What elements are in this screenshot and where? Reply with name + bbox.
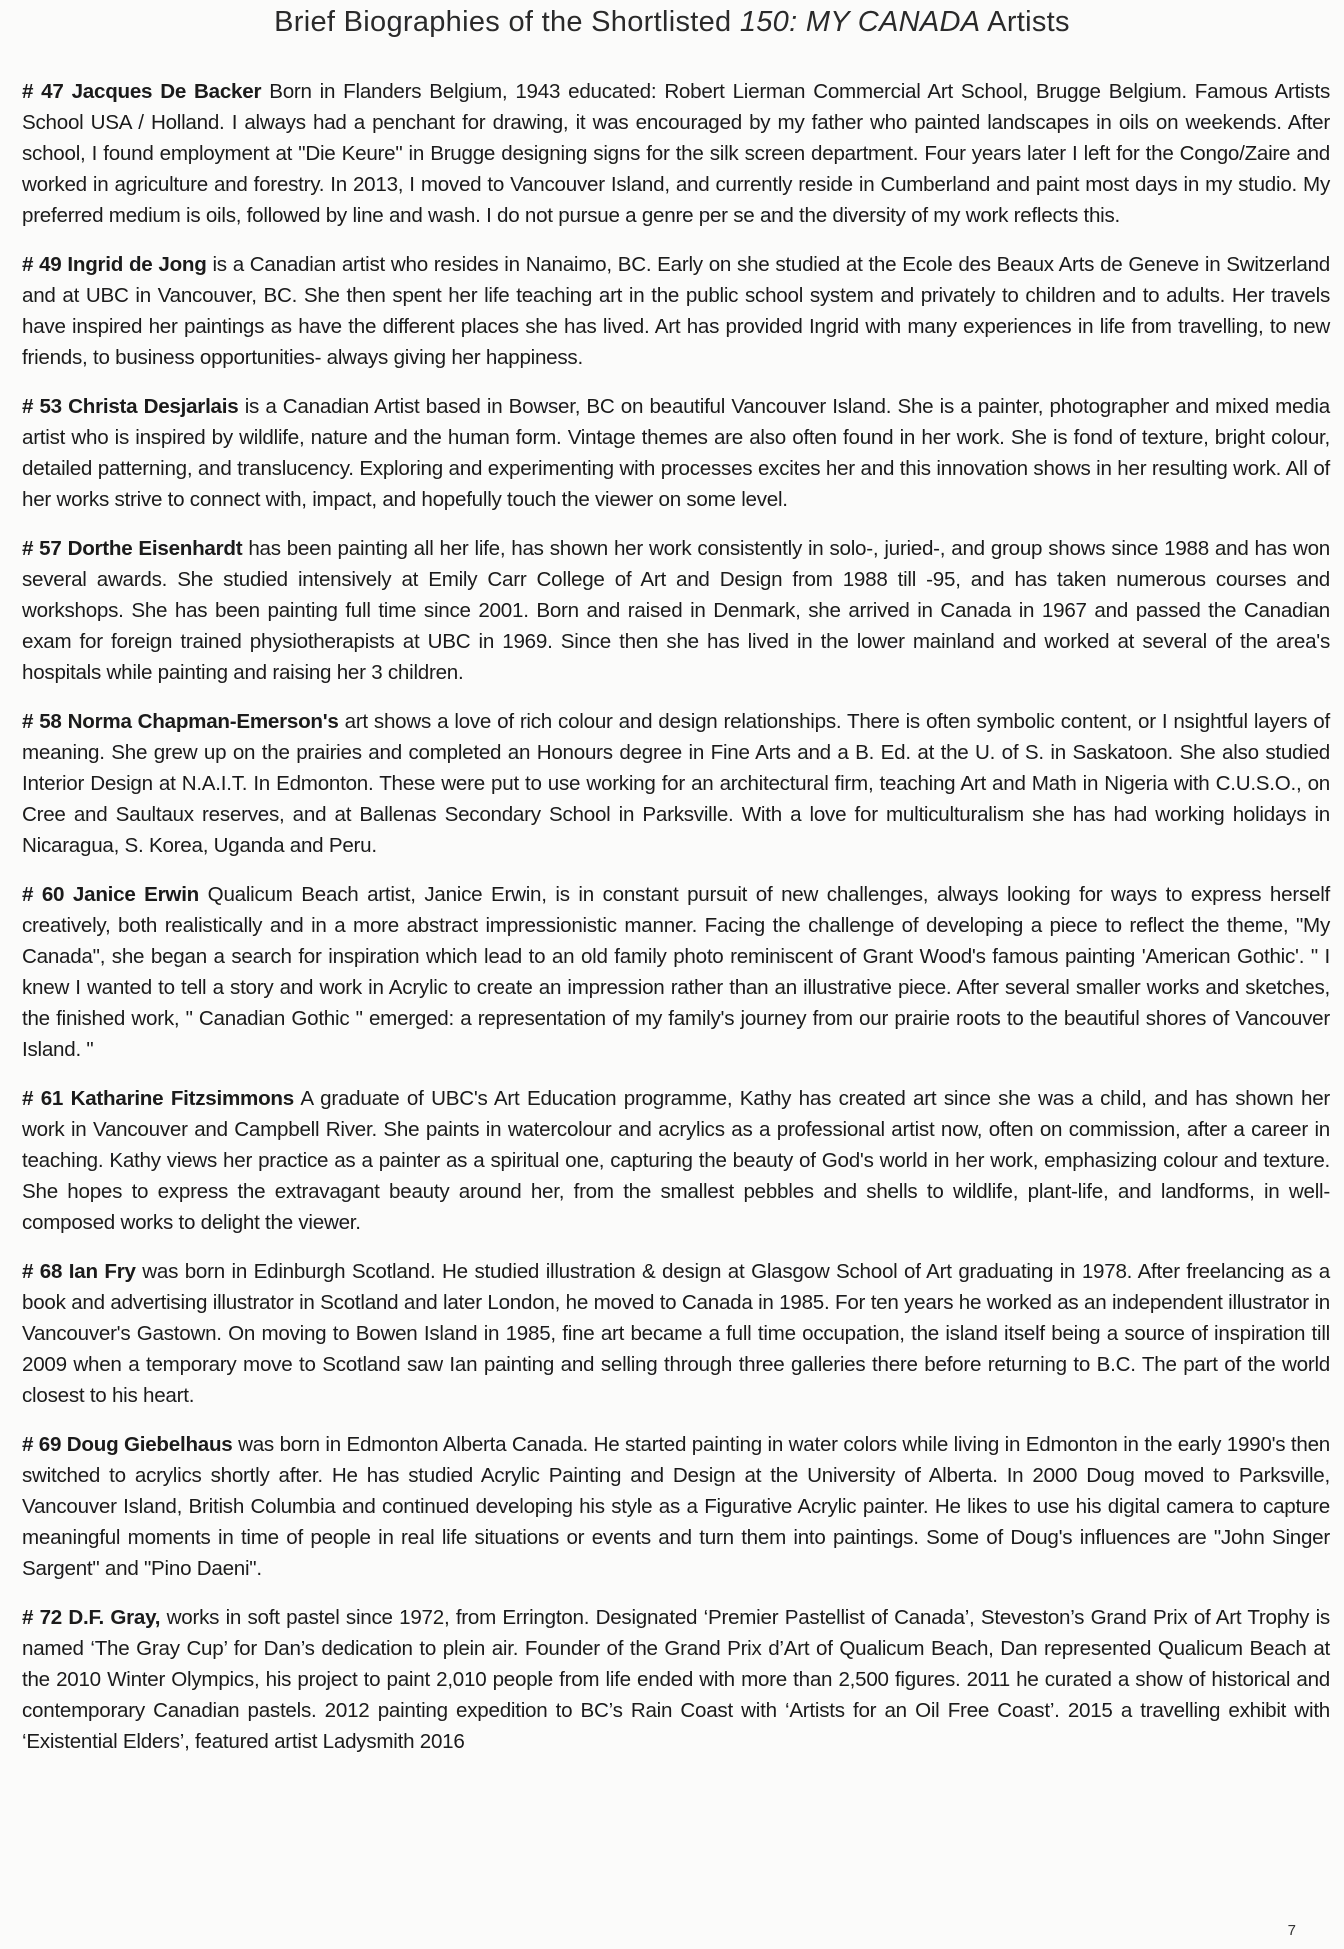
title-prefix: Brief Biographies of the Shortlisted: [274, 6, 740, 38]
bio-entry: [22, 1429, 1330, 1584]
bio-number: # 49: [22, 253, 62, 276]
bio-number: # 68: [22, 1260, 63, 1283]
bio-number: # 60: [22, 883, 65, 906]
bio-number: # 61: [22, 1087, 64, 1110]
bio-text: art shows a love of rich colour and design relationships. There is often symbolic content, or I nsightful layers of meaning. She grew up on the prairies and completed an Honours degree in Fine Arts and a B. Ed. at the U. of S. in Saskatoon. She also studied Interior Design at N.A.I.T. In Edmonton. These were put to use working for an architectural firm, teaching Art and Math in Nigeria with C.U.S.O., on Cree and Saultaux reserves, and at Ballenas Secondary School in Parksville. With a love for multiculturalism she has had working holidays in Nicaragua, S. Korea, Uganda and Peru.: [22, 710, 1330, 857]
bio-artist-name: Ian Fry: [68, 1260, 136, 1283]
bio-number: # 69: [22, 1433, 62, 1456]
bio-text: was born in Edmonton Alberta Canada. He started painting in water colors while living in Edmonton in the early 1990's then switched to acrylics shortly after. He has studied Acrylic Painting and Design at the University of Alberta. In 2000 Doug moved to Parksville, Vancouver Island, British Columbia and continued developing his style as a Figurative Acrylic painter. He likes to use his digital camera to capture meaningful moments in time of people in real life situations or events and turn them into paintings. Some of Doug's influences are "John Singer Sargent" and "Pino Daeni".: [22, 1433, 1330, 1580]
bio-entry: [22, 879, 1330, 1065]
bio-entry: [22, 533, 1330, 688]
bio-artist-name: Christa Desjarlais: [68, 395, 239, 418]
bio-entry: [22, 1256, 1330, 1411]
bio-number: # 47: [22, 80, 64, 103]
biography-list: [22, 76, 1330, 1775]
bio-artist-name: Jacques De Backer: [71, 80, 262, 103]
bio-text: has been painting all her life, has shown her work consistently in solo-, juried-, and group shows since 1988 and has won several awards. She studied intensively at Emily Carr College of Art and Design from 1988 till -95, and has taken numerous courses and workshops. She has been painting full time since 2001. Born and raised in Denmark, she arrived in Canada in 1967 and passed the Canadian exam for foreign trained physiotherapists at UBC in 1969. Since then she has lived in the lower mainland and worked at several of the area's hospitals while painting and raising her 3 children.: [22, 537, 1330, 684]
bio-entry: [22, 1083, 1330, 1238]
bio-artist-name: D.F. Gray,: [68, 1606, 161, 1629]
bio-entry: [22, 76, 1330, 231]
bio-entry: [22, 706, 1330, 861]
bio-text: A graduate of UBC's Art Education programme, Kathy has created art since she was a child, and has shown her work in Vancouver and Campbell River. She paints in watercolour and acrylics as a professional artist now, often on commission, after a career in teaching. Kathy views her practice as a painter as a spiritual one, capturing the beauty of God's world in her work, emphasizing colour and texture. She hopes to express the extravagant beauty around her, from the smallest pebbles and shells to wildlife, plant-life, and landforms, in well-composed works to delight the viewer.: [22, 1087, 1330, 1234]
bio-text: is a Canadian Artist based in Bowser, BC on beautiful Vancouver Island. She is a painter, photographer and mixed media artist who is inspired by wildlife, nature and the human form. Vintage themes are also often found in her work. She is fond of texture, bright colour, detailed patterning, and translucency. Exploring and experimenting with processes excites her and this innovation shows in her resulting work. All of her works strive to connect with, impact, and hopefully touch the viewer on some level.: [22, 395, 1330, 511]
bio-artist-name: Ingrid de Jong: [67, 253, 207, 276]
bio-entry: [22, 249, 1330, 373]
bio-text: is a Canadian artist who resides in Nanaimo, BC. Early on she studied at the Ecole des Beaux Arts de Geneve in Switzerland and at UBC in Vancouver, BC. She then spent her life teaching art in the public school system and privately to children and to adults. Her travels have inspired her paintings as have the different places she has lived. Art has provided Ingrid with many experiences in life from travelling, to new friends, to business opportunities- always giving her happiness.: [22, 253, 1330, 369]
bio-number: # 72: [22, 1606, 62, 1629]
bio-artist-name: Katharine Fitzsimmons: [70, 1087, 294, 1110]
bio-entry: [22, 391, 1330, 515]
page-title: [0, 6, 1344, 39]
bio-artist-name: Janice Erwin: [72, 883, 200, 906]
title-italic: 150: MY CANADA: [739, 6, 981, 38]
bio-artist-name: Doug Giebelhaus: [66, 1433, 233, 1456]
bio-text: was born in Edinburgh Scotland. He studied illustration & design at Glasgow School of Art graduating in 1978. After freelancing as a book and advertising illustrator in Scotland and later London, he moved to Canada in 1985. For ten years he worked as an independent illustrator in Vancouver's Gastown. On moving to Bowen Island in 1985, fine art became a full time occupation, the island itself being a source of inspiration till 2009 when a temporary move to Scotland saw Ian painting and selling through three galleries there before returning to B.C. The part of the world closest to his heart.: [22, 1260, 1330, 1407]
title-suffix: Artists: [980, 6, 1070, 38]
bio-text: works in soft pastel since 1972, from Errington. Designated ‘Premier Pastellist of Canada’, Steveston’s Grand Prix of Art Trophy is named ‘The Gray Cup’ for Dan’s dedication to plein air. Founder of the Grand Prix d’Art of Qualicum Beach, Dan represented Qualicum Beach at the 2010 Winter Olympics, his project to paint 2,010 people from life ended with more than 2,500 figures. 2011 he curated a show of historical and contemporary Canadian pastels. 2012 painting expedition to BC’s Rain Coast with ‘Artists for an Oil Free Coast’. 2015 a travelling exhibit with ‘Existential Elders’, featured artist Ladysmith 2016: [22, 1606, 1330, 1753]
bio-artist-name: Dorthe Eisenhardt: [67, 537, 243, 560]
bio-artist-name: Norma Chapman-Emerson's: [67, 710, 339, 733]
bio-number: # 53: [22, 395, 62, 418]
bio-text: Born in Flanders Belgium, 1943 educated: Robert Lierman Commercial Art School, Brugge Belgium. Famous Artists School USA / Holland. I always had a penchant for drawing, it was encouraged by my father who painted landscapes in oils on weekends. After school, I found employment at "Die Keure" in Brugge designing signs for the silk screen department. Four years later I left for the Congo/Zaire and worked in agriculture and forestry. In 2013, I moved to Vancouver Island, and currently reside in Cumberland and paint most days in my studio. My preferred medium is oils, followed by line and wash. I do not pursue a genre per se and the diversity of my work reflects this.: [22, 80, 1330, 227]
page-number: 7: [1287, 1922, 1296, 1939]
bio-number: # 58: [22, 710, 62, 733]
bio-entry: [22, 1602, 1330, 1757]
bio-number: # 57: [22, 537, 62, 560]
bio-text: Qualicum Beach artist, Janice Erwin, is in constant pursuit of new challenges, always looking for ways to express herself creatively, both realistically and in a more abstract impressionistic manner. Facing the challenge of developing a piece to reflect the theme, "My Canada", she began a search for inspiration which lead to an old family photo reminiscent of Grant Wood's famous painting 'American Gothic'. " I knew I wanted to tell a story and work in Acrylic to create an impression rather than an illustrative piece. After several smaller works and sketches, the finished work, " Canadian Gothic " emerged: a representation of my family's journey from our prairie roots to the beautiful shores of Vancouver Island. ": [22, 883, 1330, 1061]
